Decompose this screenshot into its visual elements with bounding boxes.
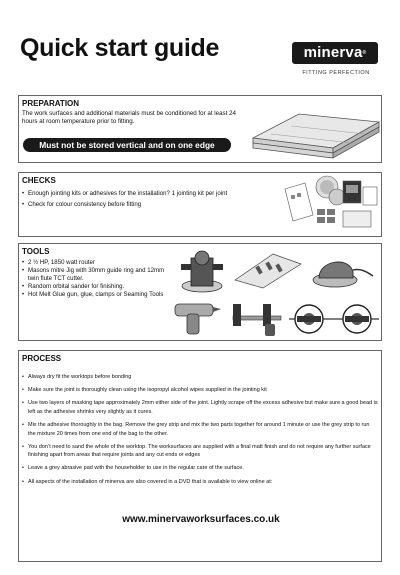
seaming-tools-illustration bbox=[287, 301, 381, 337]
list-item: • Check for colour consistency before fitting bbox=[22, 201, 274, 209]
page-title: Quick start guide bbox=[20, 34, 220, 62]
process-heading: PROCESS bbox=[22, 354, 62, 363]
logo-tagline: FITTING PERFECTION bbox=[302, 70, 370, 76]
clamp-illustration bbox=[229, 298, 285, 338]
mitre-jig-illustration bbox=[233, 250, 303, 290]
checks-heading: CHECKS bbox=[22, 176, 56, 185]
list-item: • Masons mitre Jig with 30mm guide ring and 12mm twin flute TCT cutter. bbox=[22, 267, 172, 283]
stacked-worktops-illustration bbox=[251, 100, 381, 160]
list-item: • Always dry fit the worktops before bonding bbox=[22, 373, 378, 382]
process-list bbox=[22, 373, 378, 491]
storage-warning-badge: Must not be stored vertical and on one edge bbox=[23, 138, 231, 152]
list-item: • Leave a grey abrasive pad with the householder to use in the regular care of the surface. bbox=[22, 464, 378, 473]
list-item: • All aspects of the installation of minerva are also covered in a DVD that is available to view online at: bbox=[22, 478, 378, 487]
preparation-section bbox=[18, 95, 382, 163]
list-item: • 2 ½ HP, 1850 watt router bbox=[22, 259, 172, 267]
list-item: • Random orbital sander for finishing. bbox=[22, 283, 172, 291]
orbital-sander-illustration bbox=[309, 250, 375, 290]
jointing-kit-illustration bbox=[279, 175, 379, 235]
router-illustration bbox=[177, 248, 227, 294]
logo-registered-mark: ® bbox=[362, 50, 367, 56]
list-item: • Hot Melt Glue gun, glue, clamps or Seaming Tools bbox=[22, 291, 172, 299]
preparation-text: The work surfaces and additional materials must be conditioned for at least 24 hours at room temperature prior to fitting. bbox=[22, 110, 236, 126]
list-item: • You don’t need to sand the whole of the worktop. The worksurfaces are supplied with a final matt finish and do not require any further surface finishing apart from areas that require joints and any cut ends or edges bbox=[22, 443, 378, 460]
tools-heading: TOOLS bbox=[22, 247, 50, 256]
list-item: • Mix the adhesive thoroughly in the bag. Remove the grey strip and mix the two parts together for around 1 minute or use the grey strip to run the mixture 20 times from one end of the bag to the other. bbox=[22, 421, 378, 438]
tools-list bbox=[22, 259, 172, 299]
logo-text: minerva bbox=[303, 44, 363, 61]
process-section bbox=[18, 350, 382, 562]
glue-gun-illustration bbox=[173, 298, 223, 338]
website-link[interactable]: www.minervaworksurfaces.co.uk bbox=[122, 514, 280, 525]
checks-list bbox=[22, 190, 274, 209]
preparation-heading: PREPARATION bbox=[22, 99, 80, 108]
minerva-logo bbox=[292, 42, 378, 64]
list-item: • Enough jointing kits or adhesives for the installation? 1 jointing kit per joint bbox=[22, 190, 274, 198]
list-item: • Use two layers of masking tape approximately 2mm either side of the joint. Lightly scrape off the excess adhesive but make sure a good bead is left as the adhesive shrinks very slightly as it cures. bbox=[22, 399, 378, 416]
checks-section bbox=[18, 172, 382, 237]
tools-section bbox=[18, 243, 382, 341]
list-item: • Make sure the joint is thoroughly clean using the isopropyl alcohol wipes supplied in the jointing kit bbox=[22, 386, 378, 395]
